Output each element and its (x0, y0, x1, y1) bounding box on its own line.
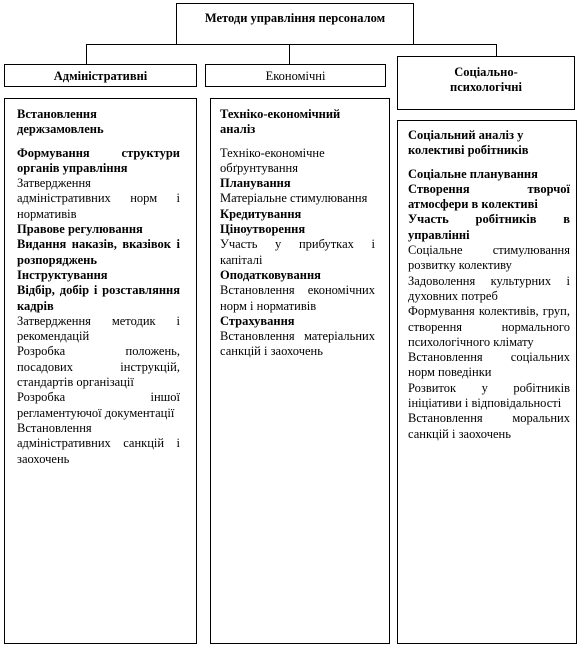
list-item: Соціальне планування (408, 166, 538, 181)
column-social (397, 120, 577, 644)
list-item: Задоволення культурних і духовних потреб (408, 273, 570, 303)
root-title: Методи управління персоналом (204, 11, 386, 25)
list-item: Ціноутворення (220, 222, 306, 237)
column-social-title: Соціальний аналіз у колективі робітників (408, 128, 529, 158)
column-social-list (408, 167, 570, 442)
list-item: Формування колективів, груп, створення нормального психологічного клімату (408, 304, 570, 349)
list-item: Кредитування (220, 206, 302, 221)
column-econ (210, 98, 390, 644)
list-item: Матеріальне стимулювання (220, 191, 368, 206)
list-item: Інструктування (17, 267, 108, 282)
header-admin-label: Адміністративні (53, 69, 148, 83)
column-econ-list (220, 146, 375, 360)
list-item: Техніко-економічне обґрунтування (220, 145, 325, 175)
list-item: Участь робітників в управлінні (408, 212, 570, 242)
header-econ (205, 64, 386, 87)
list-item: Створення творчої атмосфери в колективі (408, 181, 570, 212)
list-item: Формування структури органів управління (17, 145, 180, 175)
connector-econ (289, 44, 290, 64)
list-item: Відбір, добір і розставляння кадрів (17, 283, 180, 313)
connector-admin (86, 44, 87, 64)
column-econ-title: Техніко-економічний аналіз (220, 107, 341, 137)
column-admin (4, 98, 197, 644)
list-item: Встановлення соціальних норм поведінки (408, 350, 570, 380)
list-item: Встановлення економічних норм і нормативів (220, 283, 375, 313)
list-item: Розробка положень, посадових інструкцій, стандартів організації (17, 344, 180, 390)
column-admin-title: Встановлення держзамовлень (17, 107, 104, 137)
header-econ-label: Економічні (265, 69, 326, 83)
list-item: Участь у прибутках і капіталі (220, 237, 375, 267)
column-admin-list (17, 146, 180, 467)
root-box (176, 3, 414, 45)
list-item: Затвердження методик і рекомендацій (17, 313, 180, 344)
list-item: Соціальне стимулювання розвитку колективу (408, 243, 570, 273)
header-social (397, 56, 575, 110)
list-item: Видання наказів, вказівок і розпоряджень (17, 237, 180, 267)
header-admin (4, 64, 197, 87)
list-item: Розвиток у робітників ініціативи і відповідальності (408, 380, 570, 411)
list-item: Встановлення моральних санкцій і заохочень (408, 411, 570, 441)
list-item: Розробка іншої регламентуючої документації (17, 390, 180, 420)
list-item: Встановлення матеріальних санкцій і заохочень (220, 329, 375, 359)
connector-social (496, 44, 497, 56)
list-item: Затвердження адміністративних норм і нормативів (17, 176, 180, 221)
list-item: Встановлення адміністративних санкцій і заохочень (17, 420, 180, 466)
list-item: Планування (220, 176, 291, 191)
list-item: Оподатковування (220, 267, 321, 282)
header-social-label: Соціально-психологічні (450, 65, 522, 94)
list-item: Правове регулювання (17, 222, 143, 237)
list-item: Страхування (220, 313, 295, 328)
